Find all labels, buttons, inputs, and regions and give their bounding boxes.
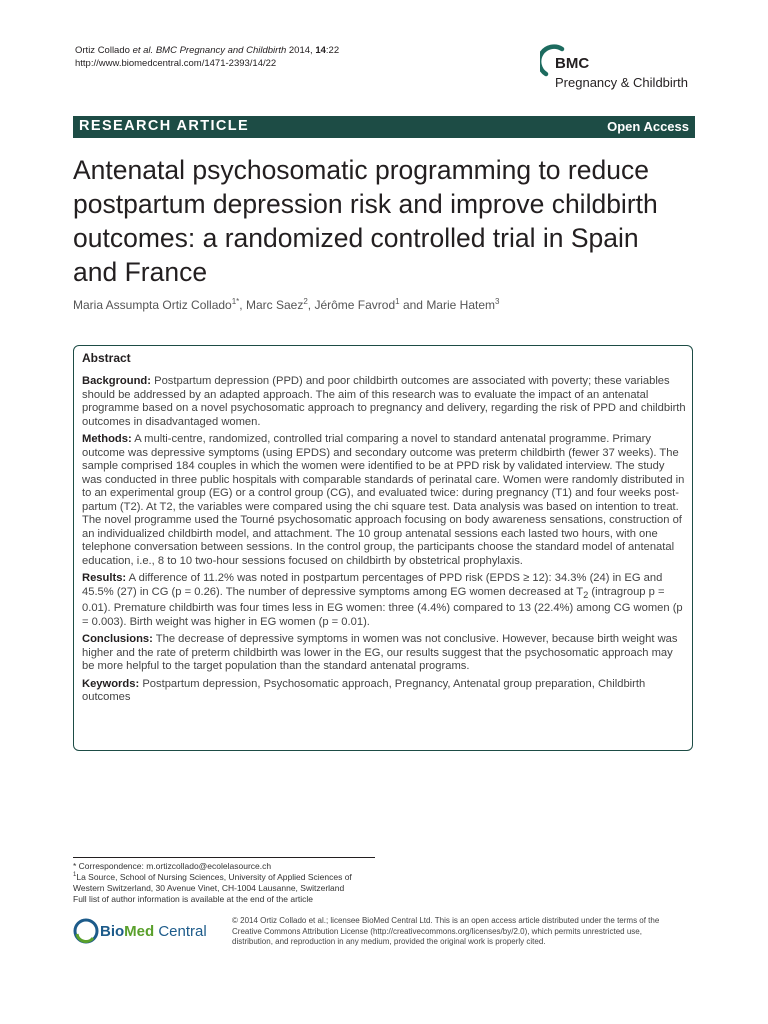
author-separator: and	[399, 298, 427, 312]
article-type-label: RESEARCH ARTICLE	[79, 118, 250, 134]
citation-volume: 14	[315, 45, 326, 56]
biomed-central-logo	[73, 918, 223, 946]
license-line: distribution, and reproduction in any medium, provided the original work is properly cited.	[232, 937, 546, 946]
article-type-banner	[73, 116, 695, 138]
citation-et-al: et al.	[132, 45, 154, 56]
footnotes	[73, 861, 393, 905]
abstract-background	[82, 375, 686, 429]
biomed-med: Med	[124, 923, 155, 940]
biomed-central-text: Central	[154, 923, 207, 940]
author-name[interactable]: Maria Assumpta Ortiz Collado	[73, 298, 232, 312]
author-separator: ,	[239, 298, 246, 312]
title-line: postpartum depression risk and improve childbirth	[73, 189, 658, 219]
conclusions-label: Conclusions:	[82, 633, 153, 646]
license-line: © 2014 Ortiz Collado et al.; licensee BioMed Central Ltd. This is an open access article distributed under the terms of the	[232, 916, 660, 925]
biomed-wordmark	[100, 923, 207, 940]
author-name[interactable]: Jérôme Favrod	[314, 298, 396, 312]
author-affiliation-sup: 1*	[231, 297, 240, 306]
citation-header	[75, 44, 339, 70]
citation-authors: Ortiz Collado	[75, 45, 130, 56]
affiliation-text: La Source, School of Nursing Sciences, University of Applied Sciences of	[76, 872, 352, 882]
conclusions-text: The decrease of depressive symptoms in women was not conclusive. However, because birth weight was higher and the rate of preterm childbirth was lower in the EG, our results suggest that the psychosomatic approach may be more helpful to the target population than the standard antenatal programs.	[82, 633, 678, 673]
author-info-note: Full list of author information is available at the end of the article	[73, 894, 314, 904]
methods-label: Methods:	[82, 433, 132, 445]
citation-journal: BMC Pregnancy and Childbirth	[155, 45, 287, 56]
citation-url[interactable]: http://www.biomedcentral.com/1471-2393/14/22	[75, 58, 277, 69]
journal-logo	[540, 44, 700, 100]
methods-text: A multi-centre, randomized, controlled trial comparing a novel to standard antenatal programme. Primary outcome was depressive symptoms (using EPDS) and secondary outcome was preterm childbirth (fewer 37 weeks). The sample comprised 184 couples in which the women were identified to be at PPD risk by validated interview. The study was conducted in three public hospitals with comparable standards of perinatal care. Women were randomly distributed in to an experimental group (EG) or a control group (CG), and evaluated twice: during pregnancy (T1) and four weeks post-partum (T2). At T2, the variables were compared using the chi square test. Data analysis was based on intention to treat. The novel programme used the Tourné psychosomatic approach focusing on body awareness sensations, construction of an individualized childbirth model, and attachment. The 10 group antenatal sessions each lasted two hours, with one telephone conversation between sessions. In the control group, the participants choose the standard model of antenatal education, i.e., 8 to 10 two-hour sessions focused on childbirth by obstetrical prophylaxis.	[82, 433, 685, 567]
citation-line	[75, 44, 339, 57]
background-text: Postpartum depression (PPD) and poor childbirth outcomes are associated with poverty; these variables should be addressed by an adapted approach. The aim of this research was to evaluate the impact of an antenatal programme based on a novel psychosomatic approach to pregnancy and delivery, regarding the risk of PPD and childbirth outcomes in disadvantaged women.	[82, 375, 686, 428]
article-title	[73, 153, 713, 289]
title-line: and France	[73, 257, 208, 287]
citation-year: 2014,	[288, 45, 313, 56]
journal-brand: BMC	[555, 55, 590, 72]
license-notice	[232, 916, 672, 948]
citation-article: :22	[325, 45, 340, 56]
biomed-bio: Bio	[100, 923, 125, 940]
author-affiliation-sup: 3	[495, 297, 500, 306]
affiliation-sup: 1	[73, 872, 77, 879]
author-affiliation-sup: 2	[303, 297, 308, 306]
abstract-keywords	[82, 678, 686, 705]
keywords-label: Keywords:	[82, 677, 140, 690]
abstract-conclusions	[82, 633, 686, 674]
journal-name: Pregnancy & Childbirth	[555, 75, 688, 90]
results-text-cont: (intragroup p = 0.01). Premature childbirth was four times less in EG women: three (4.4%) compared to 13 (22.4%) among CG women (p = 0.003). Birth weight was higher in EG women (p = 0.01).	[82, 585, 683, 628]
results-subscript: 2	[583, 589, 589, 600]
abstract-box	[73, 345, 693, 751]
keywords-text: Postpartum depression, Psychosomatic approach, Pregnancy, Antenatal group preparation, Childbirth outcomes	[82, 677, 646, 704]
affiliation-text-cont: Western Switzerland, 30 Avenue Vinet, CH-1004 Lausanne, Switzerland	[73, 883, 345, 893]
correspondence-email[interactable]: * Correspondence: m.ortizcollado@ecolelasource.ch	[73, 861, 272, 871]
results-text: A difference of 11.2% was noted in postpartum percentages of PPD risk (EPDS ≥ 12): 34.3% (24) in EG and 45.5% (27) in CG (p = 0.26). The number of depressive symptoms among EG women decreased at T	[82, 572, 663, 598]
author-affiliation-sup: 1	[395, 297, 400, 306]
author-name[interactable]: Marc Saez	[245, 298, 304, 312]
background-label: Background:	[82, 375, 151, 387]
abstract-methods	[82, 433, 686, 568]
footnote-divider	[73, 857, 375, 858]
author-separator: ,	[307, 298, 315, 312]
open-access-label: Open Access	[607, 119, 689, 134]
results-label: Results:	[82, 572, 127, 584]
biomed-swirl-icon	[73, 918, 99, 944]
abstract-results	[82, 572, 686, 629]
abstract-body	[82, 375, 686, 709]
affiliation-line	[73, 872, 393, 883]
abstract-heading: Abstract	[82, 351, 131, 365]
title-line: Antenatal psychosomatic programming to reduce	[73, 155, 649, 185]
author-name[interactable]: Marie Hatem	[426, 298, 495, 312]
license-line: Creative Commons Attribution License (http://creativecommons.org/licenses/by/2.0), which permits unrestricted use,	[232, 926, 642, 936]
title-line: outcomes: a randomized controlled trial in Spain	[73, 223, 639, 253]
author-list	[73, 298, 499, 312]
